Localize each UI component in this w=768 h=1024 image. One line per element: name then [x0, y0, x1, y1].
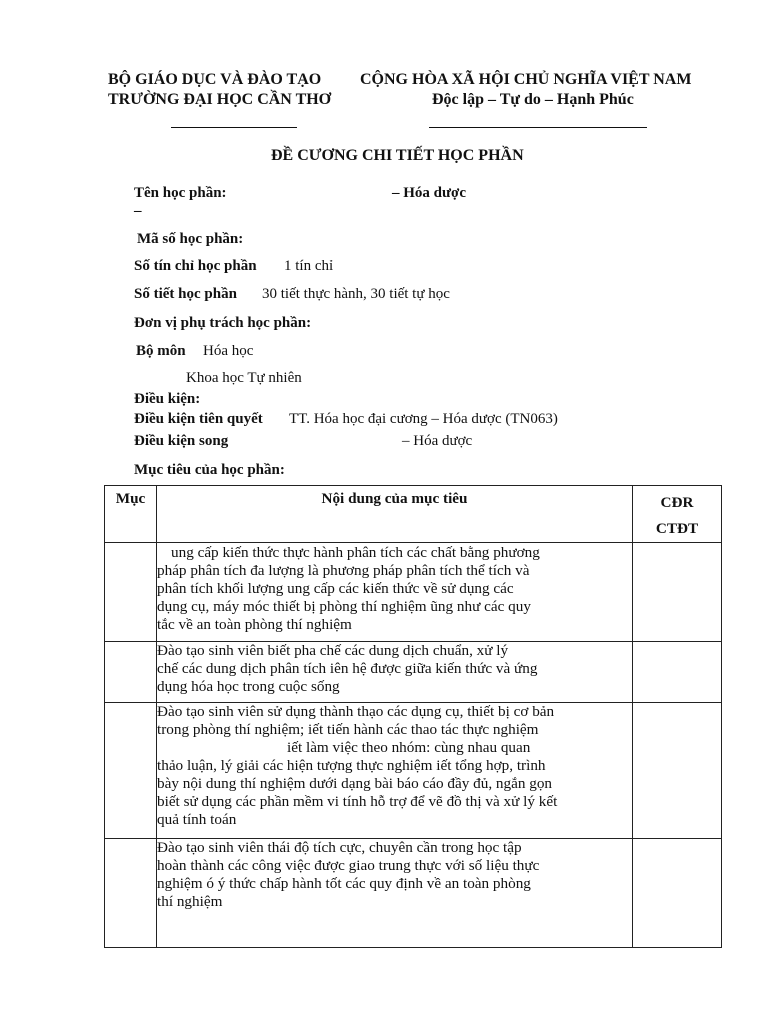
course-name-label: Tên học phần: [134, 185, 227, 201]
prerequisite-value: TT. Hóa học đại cương – Hóa dược (TN063) [289, 411, 558, 427]
header-cdr-line-1: CĐR [660, 494, 694, 511]
row-content [157, 642, 633, 703]
table-row [105, 703, 722, 839]
content-line: chế các dung dịch phân tích iên hệ được giữa kiến thức và ứng [157, 660, 538, 677]
header-cdr [633, 486, 722, 543]
document-title: ĐỀ CƯƠNG CHI TIẾT HỌC PHẦN [271, 147, 524, 164]
conditions-label: Điều kiện: [134, 391, 201, 407]
row-cdr [633, 543, 722, 642]
credits-label: Số tín chỉ học phần [134, 258, 257, 274]
header-cdr-line-2: CTĐT [655, 520, 699, 537]
header-rule-right [429, 127, 647, 128]
table-row [105, 642, 722, 703]
department-label: Bộ môn [136, 343, 186, 359]
row-item [105, 543, 157, 642]
prerequisite-label: Điều kiện tiên quyết [134, 411, 263, 427]
course-name-dash: – [134, 203, 142, 219]
content-line: nghiệm ó ý thức chấp hành tốt các quy định về an toàn phòng [157, 875, 531, 892]
content-line: pháp phân tích đa lượng là phương pháp phân tích thể tích và [157, 562, 530, 579]
content-line: Đào tạo sinh viên thái độ tích cực, chuyên cần trong học tập [157, 839, 522, 856]
row-cdr [633, 839, 722, 948]
university-name: TRƯỜNG ĐẠI HỌC CẦN THƠ [108, 91, 332, 108]
content-line: Đào tạo sinh viên biết pha chế các dung dịch chuẩn, xử lý [157, 642, 509, 659]
row-content [157, 703, 633, 839]
row-cdr [633, 703, 722, 839]
unit-label: Đơn vị phụ trách học phần: [134, 315, 312, 331]
content-line: dụng cụ, máy móc thiết bị phòng thí nghiệm ũng như các quy [157, 598, 531, 615]
content-line: iết làm việc theo nhóm: cùng nhau quan [287, 739, 531, 756]
row-content [157, 839, 633, 948]
parallel-condition-value: – Hóa dược [402, 433, 473, 449]
row-item [105, 703, 157, 839]
faculty-value: Khoa học Tự nhiên [186, 370, 302, 386]
row-item [105, 839, 157, 948]
row-item [105, 642, 157, 703]
row-content [157, 543, 633, 642]
content-line: Đào tạo sinh viên sử dụng thành thạo các dụng cụ, thiết bị cơ bản [157, 703, 555, 720]
hours-value: 30 tiết thực hành, 30 tiết tự học [262, 286, 450, 302]
header-content: Nội dung của mục tiêu [157, 486, 633, 543]
content-line: quả tính toán [157, 811, 237, 828]
content-line: trong phòng thí nghiệm; iết tiến hành các thao tác thực nghiệm [157, 721, 539, 738]
hours-label: Số tiết học phần [134, 286, 237, 302]
objectives-table [104, 485, 722, 948]
department-value: Hóa học [203, 343, 254, 359]
course-code-label: Mã số học phần: [137, 231, 244, 247]
content-line: thảo luận, lý giải các hiện tượng thực nghiệm iết tổng hợp, trình [157, 757, 546, 774]
header-item: Mục [105, 486, 157, 543]
national-motto: Độc lập – Tự do – Hạnh Phúc [432, 91, 634, 108]
republic-name: CỘNG HÒA XÃ HỘI CHỦ NGHĨA VIỆT NAM [360, 71, 692, 88]
row-cdr [633, 642, 722, 703]
table-row [105, 839, 722, 948]
content-line: tắc về an toàn phòng thí nghiệm [157, 616, 352, 633]
objectives-label: Mục tiêu của học phần: [134, 462, 285, 478]
table-header-row [105, 486, 722, 543]
parallel-condition-label: Điều kiện song [134, 433, 229, 449]
content-line: bày nội dung thí nghiệm dưới dạng bài báo cáo đầy đủ, ngắn gọn [157, 775, 553, 792]
course-name-value: – Hóa dược [392, 185, 466, 201]
content-line: dụng hóa học trong cuộc sống [157, 678, 340, 695]
header-rule-left [171, 127, 297, 128]
content-line: biết sử dụng các phần mềm vi tính hỗ trợ để vẽ đồ thị và xử lý kết [157, 793, 558, 810]
content-line: hoàn thành các công việc được giao trung thực với số liệu thực [157, 857, 540, 874]
content-line: ung cấp kiến thức thực hành phân tích các chất bằng phương [171, 544, 540, 561]
content-line: phân tích khối lượng ung cấp các kiến thức về sử dụng các [157, 580, 514, 597]
content-line: thí nghiệm [157, 893, 223, 910]
table-row [105, 543, 722, 642]
credits-value: 1 tín chỉ [284, 258, 334, 274]
ministry-name: BỘ GIÁO DỤC VÀ ĐÀO TẠO [108, 71, 322, 88]
